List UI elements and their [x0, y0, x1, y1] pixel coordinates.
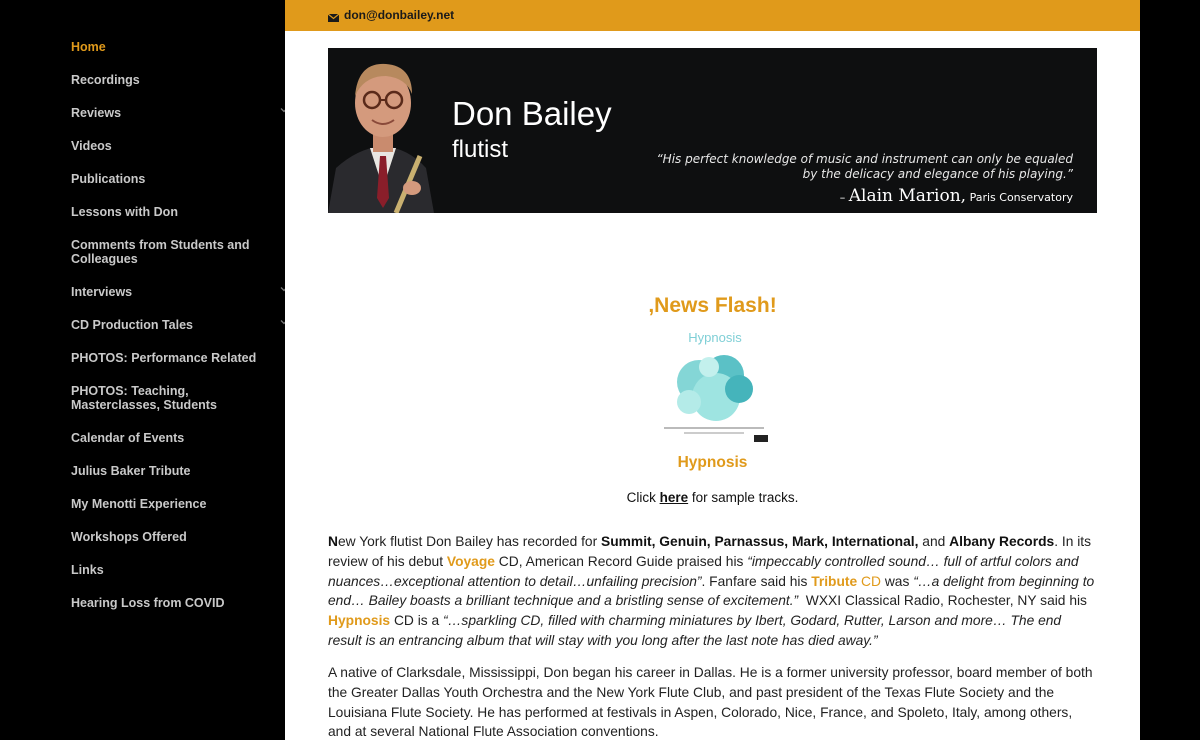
right-gutter — [1140, 0, 1200, 740]
sidebar-item-reviews[interactable] — [71, 104, 276, 122]
sidebar-item-home[interactable] — [71, 38, 276, 56]
bio-text: ew York flutist Don Bailey has recorded for — [337, 534, 598, 549]
sidebar-item-recordings[interactable] — [71, 71, 276, 89]
record-labels: Summit, Genuin, Parnassus, Mark, International, — [601, 534, 919, 549]
bio-text: and — [922, 534, 946, 549]
sample-tracks-link[interactable]: here — [659, 490, 689, 505]
news-flash-heading: ,News Flash! — [648, 294, 777, 317]
click-prefix: Click — [626, 490, 656, 505]
voyage-link[interactable]: Voyage — [446, 553, 495, 569]
bio-text: was — [884, 573, 910, 589]
sidebar-item-lessons-with-don[interactable] — [71, 203, 276, 221]
sidebar-item-label: Calendar of Events — [71, 431, 185, 445]
attribution-dash: – — [839, 191, 846, 204]
bio-text: WXXI Classical Radio, Rochester, NY said his — [805, 593, 1087, 609]
sidebar-item-label: Reviews — [71, 106, 122, 120]
bio-paragraph-1 — [328, 532, 1098, 651]
sidebar-item-label: Interviews — [71, 285, 133, 299]
attribution-name: Alain Marion, — [848, 186, 967, 206]
bio-text: CD is a — [393, 613, 440, 629]
header-banner — [328, 48, 1097, 213]
dropcap: N — [328, 534, 338, 549]
sidebar-item-hearing-loss-from-covid[interactable] — [71, 594, 276, 612]
portrait-image — [328, 48, 448, 213]
banner-name: Don Bailey — [452, 95, 612, 132]
hypnosis-link[interactable]: Hypnosis — [677, 454, 748, 471]
sidebar-item-label: Links — [71, 563, 104, 577]
sidebar-item-cd-production-tales[interactable] — [71, 316, 276, 334]
email-text: don@donbailey.net — [344, 8, 455, 22]
sidebar-item-label: Publications — [71, 172, 146, 186]
sidebar-item-calendar-of-events[interactable] — [71, 429, 276, 447]
sidebar-item-publications[interactable] — [71, 170, 276, 188]
top-bar — [285, 0, 1140, 31]
attribution-org: Paris Conservatory — [969, 191, 1073, 204]
click-suffix: for sample tracks. — [691, 490, 799, 505]
banner-quote — [653, 152, 1073, 182]
bio-paragraph-2: A native of Clarksdale, Mississippi, Don began his career in Dallas. He is a former university professor, board member of both the Greater Dallas Youth Orchestra and the New York Flute Club, and past president of the Texas Flute Society and the Louisiana Flute Society. He has performed at festivals in Aspen, Colorado, Nice, France, and Spoleto, Italy, among others, and at several National Flute Association conventions. — [328, 665, 1093, 740]
bio-text: . Fanfare said his — [701, 573, 808, 589]
quote-line: “His perfect knowledge of music and instrument can only be equaled — [656, 152, 1073, 166]
sidebar-item-photos-teaching-masterclasses-students[interactable] — [71, 382, 276, 414]
sidebar-item-videos[interactable] — [71, 137, 276, 155]
tribute-cd-link[interactable]: CD — [861, 573, 881, 589]
hypnosis-cd-cover[interactable] — [654, 327, 776, 447]
sidebar-item-label: Home — [71, 40, 106, 54]
sidebar-item-label: PHOTOS: Teaching, Masterclasses, Students — [71, 384, 217, 412]
mail-icon — [328, 11, 339, 19]
sidebar-nav — [71, 38, 276, 627]
tribute-link[interactable]: Tribute — [811, 573, 858, 589]
sample-tracks-line — [285, 490, 1140, 505]
sidebar-item-label: CD Production Tales — [71, 318, 194, 332]
review-quote: “…a delight from beginning to end… Bailey boasts a brilliant technique and a bristling sense of excitement.” — [328, 573, 1095, 609]
sidebar-item-label: Recordings — [71, 73, 140, 87]
sidebar-item-my-menotti-experience[interactable] — [71, 495, 276, 513]
sidebar-item-workshops-offered[interactable] — [71, 528, 276, 546]
bio-text: CD, American Record Guide praised his — [498, 553, 744, 569]
sidebar-item-label: Julius Baker Tribute — [71, 464, 191, 478]
sidebar-item-label: Lessons with Don — [71, 205, 178, 219]
sidebar-item-label: Videos — [71, 139, 112, 153]
sidebar-item-label: Hearing Loss from COVID — [71, 596, 225, 610]
sidebar-item-label: PHOTOS: Performance Related — [71, 351, 257, 365]
review-quote: “…sparkling CD, filled with charming miniatures by Ibert, Godard, Rutter, Larson and more… The end result is an entrancing album that will stay with you long after the last note has died away.” — [328, 613, 1062, 648]
albany-records: Albany Records — [949, 534, 1055, 549]
review-quote: “impeccably controlled sound… full of artful colors and nuances…exceptional attention to detail…unfailing precision” — [328, 553, 1079, 589]
sidebar-item-julius-baker-tribute[interactable] — [71, 462, 276, 480]
cd-art-title: Hypnosis — [688, 330, 742, 345]
banner-subtitle: flutist — [452, 136, 509, 163]
email-link[interactable] — [328, 8, 454, 22]
sidebar-item-label: Workshops Offered — [71, 530, 187, 544]
quote-line: by the delicacy and elegance of his playing.” — [802, 167, 1073, 181]
sidebar-item-interviews[interactable] — [71, 283, 276, 301]
quote-attribution — [840, 186, 1073, 206]
sidebar-item-label: Comments from Students and Colleagues — [71, 238, 250, 266]
bio-text: . In its review of his debut — [328, 534, 1092, 569]
main-content — [285, 0, 1140, 740]
sidebar-item-links[interactable] — [71, 561, 276, 579]
sidebar-item-photos-performance-related[interactable] — [71, 349, 276, 367]
sidebar-item-label: My Menotti Experience — [71, 497, 207, 511]
sidebar — [0, 0, 285, 740]
sidebar-item-comments-from-students-and-colleagues[interactable] — [71, 236, 276, 268]
hypnosis-inline-link[interactable]: Hypnosis — [328, 613, 391, 629]
